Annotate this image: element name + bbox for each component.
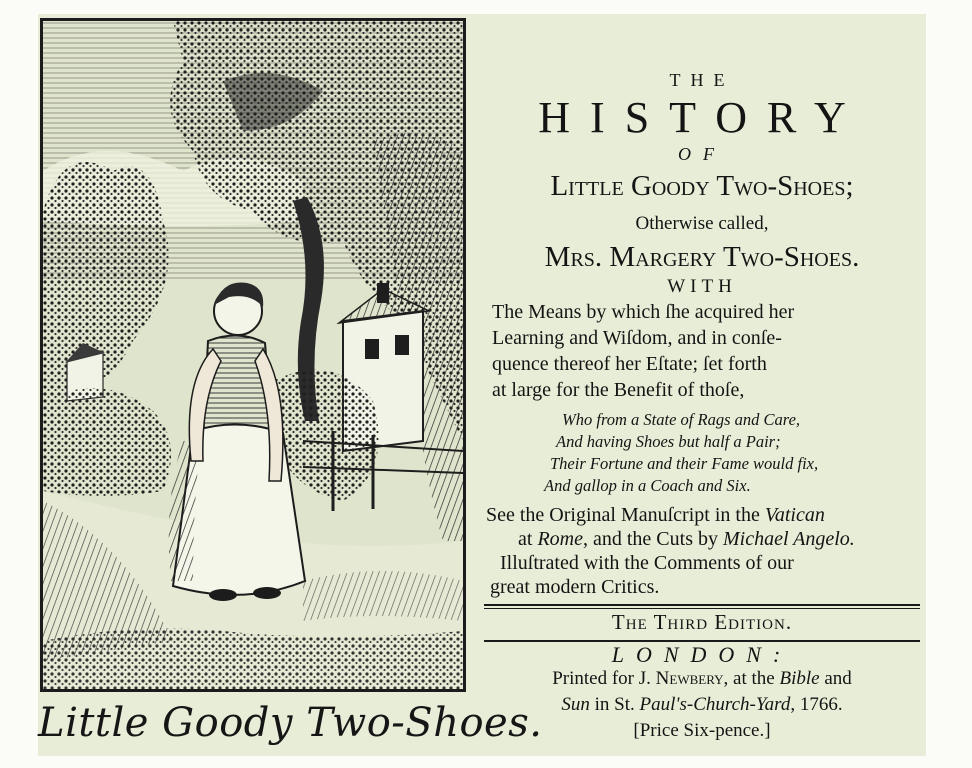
verse-line: Their Fortune and their Fame would fix, bbox=[550, 454, 819, 473]
address-line bbox=[478, 694, 926, 716]
title-the: THE bbox=[669, 70, 735, 90]
edition-line: The Third Edition. bbox=[611, 610, 793, 634]
price-line: [Price Six-pence.] bbox=[633, 720, 771, 741]
frontispiece-caption: Little Goody Two-Shoes. bbox=[38, 700, 543, 746]
printer-text-c: , at the bbox=[723, 668, 780, 689]
rome-text-c: , and the Cuts by bbox=[582, 528, 723, 550]
title-of: OF bbox=[678, 144, 726, 164]
critics-line: great modern Critics. bbox=[490, 576, 660, 598]
address-text-b: in St. bbox=[589, 694, 640, 715]
body-line: at large for the Benefit of thoſe, bbox=[492, 379, 745, 401]
printer-text-e: and bbox=[819, 668, 852, 689]
manuscript-line bbox=[486, 504, 916, 527]
body-line: Learning and Wiſdom, and in conſe- bbox=[492, 327, 782, 349]
year-text: , 1766. bbox=[790, 694, 843, 715]
sun-text: Sun bbox=[561, 694, 590, 715]
printer-text-a: Printed for J. bbox=[552, 668, 656, 689]
london-line: LONDON: bbox=[611, 642, 793, 667]
bible-text: Bible bbox=[779, 668, 820, 689]
verse-line: And having Shoes but half a Pair; bbox=[556, 432, 781, 451]
body-line: quence thereof her Eſtate; ſet forth bbox=[492, 353, 767, 375]
title-goody-line: Little Goody Two-Shoes; bbox=[550, 170, 854, 202]
title-page bbox=[478, 14, 926, 756]
otherwise-called: Otherwise called, bbox=[635, 213, 769, 234]
verse-line: And gallop in a Coach and Six. bbox=[544, 476, 751, 495]
verse-line: Who from a State of Rags and Care, bbox=[562, 410, 801, 429]
rome-text-a: at bbox=[518, 528, 538, 550]
illustrated-line: Illuſtrated with the Comments of our bbox=[500, 552, 794, 574]
churchyard-text: Paul's-Church-Yard bbox=[639, 694, 791, 715]
title-margery-line: Mrs. Margery Two-Shoes. bbox=[544, 241, 860, 273]
manuscript-text: See the Original Manuſcript in the bbox=[486, 504, 765, 526]
rome-text-b: Rome bbox=[537, 528, 583, 550]
body-line: The Means by which ſhe acquired her bbox=[492, 301, 795, 323]
book-spread bbox=[38, 14, 926, 756]
rule-divider-thin bbox=[484, 608, 920, 609]
michael-angelo-text: Michael Angelo. bbox=[722, 528, 855, 550]
rome-line bbox=[518, 528, 948, 551]
title-history: HISTORY bbox=[538, 93, 866, 142]
vatican-text: Vatican bbox=[764, 504, 825, 526]
rule-divider bbox=[484, 604, 920, 606]
newbery-text: Newbery bbox=[655, 668, 724, 689]
frontispiece-engraving bbox=[40, 18, 466, 692]
printer-line bbox=[478, 668, 926, 690]
title-with: WITH bbox=[667, 276, 737, 297]
